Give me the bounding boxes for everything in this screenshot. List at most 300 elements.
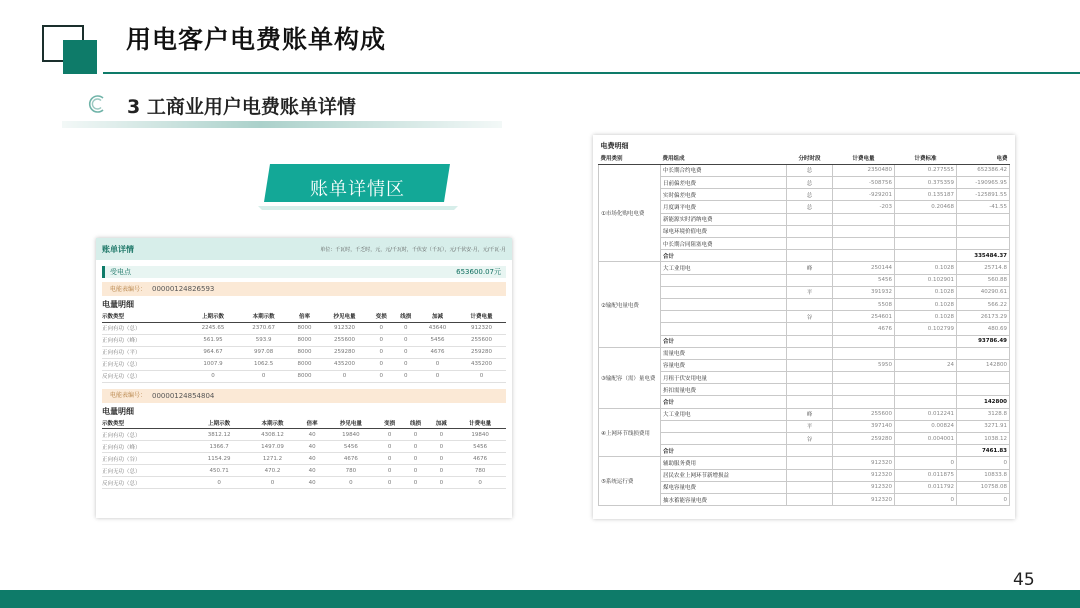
table-cell: 0	[188, 370, 239, 382]
fee-cell: 峰	[787, 262, 833, 274]
fee-row	[599, 335, 1010, 347]
fee-cell	[895, 384, 957, 396]
table-cell: 435200	[457, 358, 506, 370]
fee-cell	[895, 213, 957, 225]
fee-cell	[957, 225, 1010, 237]
table-cell: 0	[369, 358, 394, 370]
fee-cell: 0	[895, 457, 957, 469]
fee-category-cell: ②输配电量电费	[599, 262, 661, 347]
fee-cell: -929201	[833, 189, 895, 201]
fee-cell: 4676	[833, 323, 895, 335]
fee-row	[599, 177, 1010, 189]
col-header: 加减	[428, 418, 454, 429]
col-header: 线损	[403, 418, 429, 429]
fee-cell: 5456	[833, 274, 895, 286]
fee-cell: 平	[787, 286, 833, 298]
fee-cell	[833, 384, 895, 396]
fee-cell: 月度调平电费	[661, 201, 787, 213]
fee-cell: 总	[787, 189, 833, 201]
customer-label: 受电点	[110, 268, 131, 276]
table-cell: 997.08	[238, 346, 289, 358]
table-row	[102, 334, 506, 346]
fee-row	[599, 262, 1010, 274]
fee-cell: 总	[787, 177, 833, 189]
bill-detail-title: 账单详情	[102, 244, 134, 254]
fee-cell	[787, 323, 833, 335]
table-cell: 0	[394, 322, 419, 334]
table-cell: 0	[238, 370, 289, 382]
meter-2-section-label: 电量明细	[102, 406, 134, 416]
fee-cell: 560.88	[957, 274, 1010, 286]
fee-cell	[895, 225, 957, 237]
fee-row	[599, 433, 1010, 445]
subtitle-highlight-bar	[62, 121, 502, 128]
fee-cell: 容量电费	[661, 359, 787, 371]
fee-cell: 0	[957, 493, 1010, 505]
table-row	[102, 477, 506, 489]
fee-cell	[787, 250, 833, 262]
fee-cell: 250144	[833, 262, 895, 274]
fee-row	[599, 311, 1010, 323]
section-subtitle: 3 工商业用户电费账单详情	[127, 96, 356, 118]
meter-1-section-label: 电量明细	[102, 300, 134, 309]
col-header: 抄见电量	[320, 311, 369, 322]
fee-category-cell: ①市场化购电电费	[599, 164, 661, 262]
fee-cell	[833, 445, 895, 457]
fee-cell: -125891.55	[957, 189, 1010, 201]
table-row	[102, 441, 506, 453]
fee-cell	[787, 213, 833, 225]
fee-row	[599, 213, 1010, 225]
meter-2-number: 00000124854804	[152, 391, 215, 400]
fee-cell	[661, 298, 787, 310]
page-title: 用电客户电费账单构成	[126, 25, 387, 54]
fee-cell: 391932	[833, 286, 895, 298]
fee-row	[599, 201, 1010, 213]
fee-cell: 0.20468	[895, 201, 957, 213]
col-header: 本期示数	[238, 311, 289, 322]
col-header: 计费电量	[457, 311, 506, 322]
page-number: 45	[1013, 570, 1035, 590]
banner-label: 账单详情区	[310, 179, 405, 200]
fee-cell	[833, 250, 895, 262]
fee-cell: 平	[787, 420, 833, 432]
fee-row	[599, 250, 1010, 262]
fee-cell: 折扣需量电费	[661, 384, 787, 396]
table-cell: 450.71	[192, 465, 245, 477]
fee-cell: 5950	[833, 359, 895, 371]
fee-cell: 142800	[957, 359, 1010, 371]
table-cell: 0	[454, 477, 506, 489]
table-row	[102, 453, 506, 465]
table-cell: 912320	[457, 322, 506, 334]
table-cell: 0	[369, 370, 394, 382]
table-cell: 40	[299, 465, 325, 477]
table-cell: 40	[299, 477, 325, 489]
table-cell: 4676	[454, 453, 506, 465]
table-cell: 259280	[320, 346, 369, 358]
fee-cell: 7461.83	[957, 445, 1010, 457]
fee-cell: 合计	[661, 250, 787, 262]
table-cell: 0	[457, 370, 506, 382]
fee-cell: 0	[957, 457, 1010, 469]
table-cell: 255600	[320, 334, 369, 346]
fee-cell: 912320	[833, 493, 895, 505]
table-cell: 正向有功（谷）	[102, 453, 192, 465]
fee-cell: 912320	[833, 457, 895, 469]
fee-detail-panel	[593, 135, 1015, 519]
fee-row	[599, 372, 1010, 384]
col-header: 倍率	[299, 418, 325, 429]
table-cell: 561.95	[188, 334, 239, 346]
fee-cell	[895, 372, 957, 384]
fee-cell: 煤电容量电费	[661, 481, 787, 493]
table-cell: 4676	[418, 346, 457, 358]
fee-category-cell: ③输配容（需）量电费	[599, 347, 661, 408]
table-cell: 0	[403, 441, 429, 453]
customer-value: 653600.07元	[456, 268, 501, 276]
table-cell: 正向无功（总）	[102, 358, 188, 370]
table-cell: 正向有功（总）	[102, 322, 188, 334]
fee-cell: 合计	[661, 396, 787, 408]
table-cell: 1366.7	[192, 441, 245, 453]
fee-cell: 26173.29	[957, 311, 1010, 323]
fee-cell: 0.1028	[895, 262, 957, 274]
table-cell: 19840	[325, 429, 377, 441]
fee-cell: 居民农业上网环节新增损益	[661, 469, 787, 481]
meter-2-row	[102, 389, 506, 403]
table-cell: 正向有功（峰）	[102, 441, 192, 453]
fee-cell: 0.102901	[895, 274, 957, 286]
fee-cell: 0.00824	[895, 420, 957, 432]
table-cell: 43640	[418, 322, 457, 334]
fee-cell: 652386.42	[957, 164, 1010, 176]
fee-cell	[787, 238, 833, 250]
fee-cell: 0.011792	[895, 481, 957, 493]
fee-cell: 大工业用电	[661, 408, 787, 420]
fee-cell: 0.102799	[895, 323, 957, 335]
table-cell: 0	[369, 334, 394, 346]
fee-row	[599, 420, 1010, 432]
fee-cell	[787, 481, 833, 493]
table-cell: 4308.12	[246, 429, 299, 441]
fee-cell: -190965.95	[957, 177, 1010, 189]
fee-cell	[833, 238, 895, 250]
bill-detail-header	[96, 238, 512, 260]
fee-row	[599, 189, 1010, 201]
fee-cell: 1038.12	[957, 433, 1010, 445]
fee-cell: 合计	[661, 445, 787, 457]
fee-row	[599, 347, 1010, 359]
table-cell: 0	[377, 465, 403, 477]
table-cell: 40	[299, 441, 325, 453]
fee-cell	[787, 493, 833, 505]
footer-bar	[0, 590, 1080, 608]
fee-row	[599, 396, 1010, 408]
fee-cell: -41.55	[957, 201, 1010, 213]
fee-header-row	[599, 152, 1010, 164]
table-cell: 1154.29	[192, 453, 245, 465]
col-header: 本期示数	[246, 418, 299, 429]
table-cell: 正向有功（总）	[102, 429, 192, 441]
col-header: 变损	[369, 311, 394, 322]
table-cell: 正向有功（平）	[102, 346, 188, 358]
fee-cell	[787, 445, 833, 457]
fee-cell: 合计	[661, 335, 787, 347]
fee-cell: 255600	[833, 408, 895, 420]
fee-cell	[787, 359, 833, 371]
meter-1-label: 电能表编号：	[110, 285, 147, 293]
fee-cell: 40290.61	[957, 286, 1010, 298]
fee-cell	[833, 335, 895, 347]
meter-2-table	[102, 418, 506, 490]
col-header: 上期示数	[188, 311, 239, 322]
fee-cell: 912320	[833, 481, 895, 493]
table-cell: 0	[377, 477, 403, 489]
fee-row	[599, 384, 1010, 396]
table-row	[102, 322, 506, 334]
table-cell: 0	[369, 346, 394, 358]
fee-cell: 3128.8	[957, 408, 1010, 420]
fee-cell: 2350480	[833, 164, 895, 176]
fee-cell	[787, 298, 833, 310]
table-cell: 0	[320, 370, 369, 382]
fee-row	[599, 445, 1010, 457]
table-cell: 19840	[454, 429, 506, 441]
table-cell: 0	[325, 477, 377, 489]
fee-cell: 142800	[957, 396, 1010, 408]
fee-cell	[787, 335, 833, 347]
table-cell: 0	[403, 477, 429, 489]
table-cell: 0	[377, 441, 403, 453]
fee-row	[599, 408, 1010, 420]
table-cell: 0	[394, 358, 419, 370]
fee-cell	[661, 286, 787, 298]
fee-cell	[895, 335, 957, 347]
table-cell: 1062.5	[238, 358, 289, 370]
fee-row	[599, 481, 1010, 493]
fee-cell: 480.69	[957, 323, 1010, 335]
units-note: 单位：千瓦时，千乏时，元，元/千瓦时，千伏安（千瓦），元/千伏安·月，元/千瓦·月	[320, 246, 506, 253]
col-header: 示数类型	[102, 418, 192, 429]
table-cell: 1497.09	[246, 441, 299, 453]
fee-cell: 大工业用电	[661, 262, 787, 274]
fee-cell: 0	[895, 493, 957, 505]
table-cell: 0	[428, 429, 454, 441]
table-cell: 780	[325, 465, 377, 477]
fee-row	[599, 469, 1010, 481]
table-row	[102, 370, 506, 382]
fee-category-cell: ④上网环节线损费用	[599, 408, 661, 457]
table-cell: 0	[418, 358, 457, 370]
table-cell: 1007.9	[188, 358, 239, 370]
fee-cell: 总	[787, 201, 833, 213]
fee-cell: 10833.8	[957, 469, 1010, 481]
title-divider	[103, 72, 1080, 74]
fee-row	[599, 323, 1010, 335]
meter-1-table	[102, 311, 506, 383]
table-cell: 0	[403, 465, 429, 477]
fee-cell: 0.1028	[895, 311, 957, 323]
col-header: 示数类型	[102, 311, 188, 322]
fee-cell	[787, 384, 833, 396]
table-cell: 0	[394, 370, 419, 382]
meter-1-number: 00000124826593	[152, 285, 215, 293]
fee-cell: 259280	[833, 433, 895, 445]
fee-cell: 谷	[787, 311, 833, 323]
fee-cell	[957, 384, 1010, 396]
fee-cell: 辅助服务费用	[661, 457, 787, 469]
table-cell: 0	[394, 334, 419, 346]
table-cell: 2370.67	[238, 322, 289, 334]
table-cell: 0	[403, 429, 429, 441]
fee-cell: 中长期合同阻塞电费	[661, 238, 787, 250]
fee-detail-table	[598, 140, 1010, 506]
table-cell: 0	[192, 477, 245, 489]
table-cell: 0	[377, 429, 403, 441]
fee-cell: 0.004001	[895, 433, 957, 445]
fee-cell	[833, 225, 895, 237]
table-header-row	[102, 418, 506, 429]
fee-cell	[787, 457, 833, 469]
table-cell: 8000	[289, 334, 320, 346]
fee-row	[599, 164, 1010, 176]
table-cell: 0	[428, 453, 454, 465]
table-cell: 8000	[289, 346, 320, 358]
fee-row	[599, 457, 1010, 469]
fee-row	[599, 225, 1010, 237]
fee-cell: 93786.49	[957, 335, 1010, 347]
fee-cell: 峰	[787, 408, 833, 420]
table-cell: 5456	[325, 441, 377, 453]
logo-filled-square	[63, 40, 97, 74]
table-cell: 正向无功（总）	[102, 465, 192, 477]
fee-cell	[787, 372, 833, 384]
table-cell: 0	[428, 465, 454, 477]
col-header: 线损	[394, 311, 419, 322]
fee-cell	[661, 274, 787, 286]
fee-cell	[787, 469, 833, 481]
fee-cell: 335484.37	[957, 250, 1010, 262]
fee-cell: -508756	[833, 177, 895, 189]
fee-cell	[787, 274, 833, 286]
fee-cell: 0.1028	[895, 298, 957, 310]
fee-cell	[661, 420, 787, 432]
fee-cell: 0.277555	[895, 164, 957, 176]
fee-detail-title: 电费明细	[600, 142, 629, 151]
fee-cell: 24	[895, 359, 957, 371]
fee-cell: 566.22	[957, 298, 1010, 310]
col-header: 变损	[377, 418, 403, 429]
table-cell: 259280	[457, 346, 506, 358]
fee-cell: 25714.8	[957, 262, 1010, 274]
table-cell: 40	[299, 429, 325, 441]
fee-category-cell: ⑤系统运行费	[599, 457, 661, 506]
fee-row	[599, 238, 1010, 250]
col-header: 计费电量	[833, 152, 895, 164]
fee-cell: 10758.08	[957, 481, 1010, 493]
table-cell: 4676	[325, 453, 377, 465]
table-cell: 0	[418, 370, 457, 382]
fee-cell: 绿电环境价值电费	[661, 225, 787, 237]
fee-cell	[787, 396, 833, 408]
bill-detail-panel	[96, 238, 512, 518]
table-cell: 0	[377, 453, 403, 465]
table-header-row	[102, 311, 506, 322]
table-cell: 435200	[320, 358, 369, 370]
fee-cell: 397140	[833, 420, 895, 432]
fee-cell	[833, 372, 895, 384]
fee-cell: 0.1028	[895, 286, 957, 298]
table-cell: 0	[403, 453, 429, 465]
table-cell: 470.2	[246, 465, 299, 477]
table-cell: 964.67	[188, 346, 239, 358]
fee-row	[599, 359, 1010, 371]
fee-cell	[833, 347, 895, 359]
fee-cell	[895, 445, 957, 457]
table-cell: 5456	[418, 334, 457, 346]
col-header: 电费	[957, 152, 1010, 164]
meter-2-label: 电能表编号：	[110, 392, 147, 399]
fee-cell: 0.011875	[895, 469, 957, 481]
fee-cell: 谷	[787, 433, 833, 445]
table-cell: 3812.12	[192, 429, 245, 441]
fee-cell: 新能源实时消纳电费	[661, 213, 787, 225]
fee-cell	[895, 238, 957, 250]
table-cell: 2245.65	[188, 322, 239, 334]
fee-cell	[661, 433, 787, 445]
table-cell: 0	[428, 441, 454, 453]
col-header: 费用组成	[661, 152, 787, 164]
col-header: 费用类别	[599, 152, 661, 164]
fee-cell: 0.012241	[895, 408, 957, 420]
fee-cell	[661, 311, 787, 323]
col-header: 计费电量	[454, 418, 506, 429]
table-cell: 8000	[289, 370, 320, 382]
fee-cell	[895, 347, 957, 359]
fee-cell	[957, 347, 1010, 359]
table-cell: 912320	[320, 322, 369, 334]
fee-cell: 0.135187	[895, 189, 957, 201]
col-header: 分时时段	[787, 152, 833, 164]
fee-cell: 总	[787, 164, 833, 176]
fee-cell	[895, 396, 957, 408]
fee-cell: 5508	[833, 298, 895, 310]
fee-cell: 3271.91	[957, 420, 1010, 432]
table-cell: 8000	[289, 322, 320, 334]
fee-cell: 中长期合约电费	[661, 164, 787, 176]
customer-row	[102, 266, 506, 278]
table-cell: 0	[428, 477, 454, 489]
col-header: 倍率	[289, 311, 320, 322]
fee-cell: -203	[833, 201, 895, 213]
col-header: 抄见电量	[325, 418, 377, 429]
ring-icon	[88, 94, 108, 114]
fee-cell	[661, 323, 787, 335]
fee-cell: 254601	[833, 311, 895, 323]
fee-cell	[957, 213, 1010, 225]
fee-cell	[833, 396, 895, 408]
fee-cell: 抽水蓄能容量电费	[661, 493, 787, 505]
fee-cell	[833, 213, 895, 225]
table-row	[102, 429, 506, 441]
col-header: 上期示数	[192, 418, 245, 429]
table-cell: 0	[246, 477, 299, 489]
table-cell: 反向无功（总）	[102, 370, 188, 382]
fee-row	[599, 286, 1010, 298]
fee-cell: 912320	[833, 469, 895, 481]
fee-cell: 0.375359	[895, 177, 957, 189]
